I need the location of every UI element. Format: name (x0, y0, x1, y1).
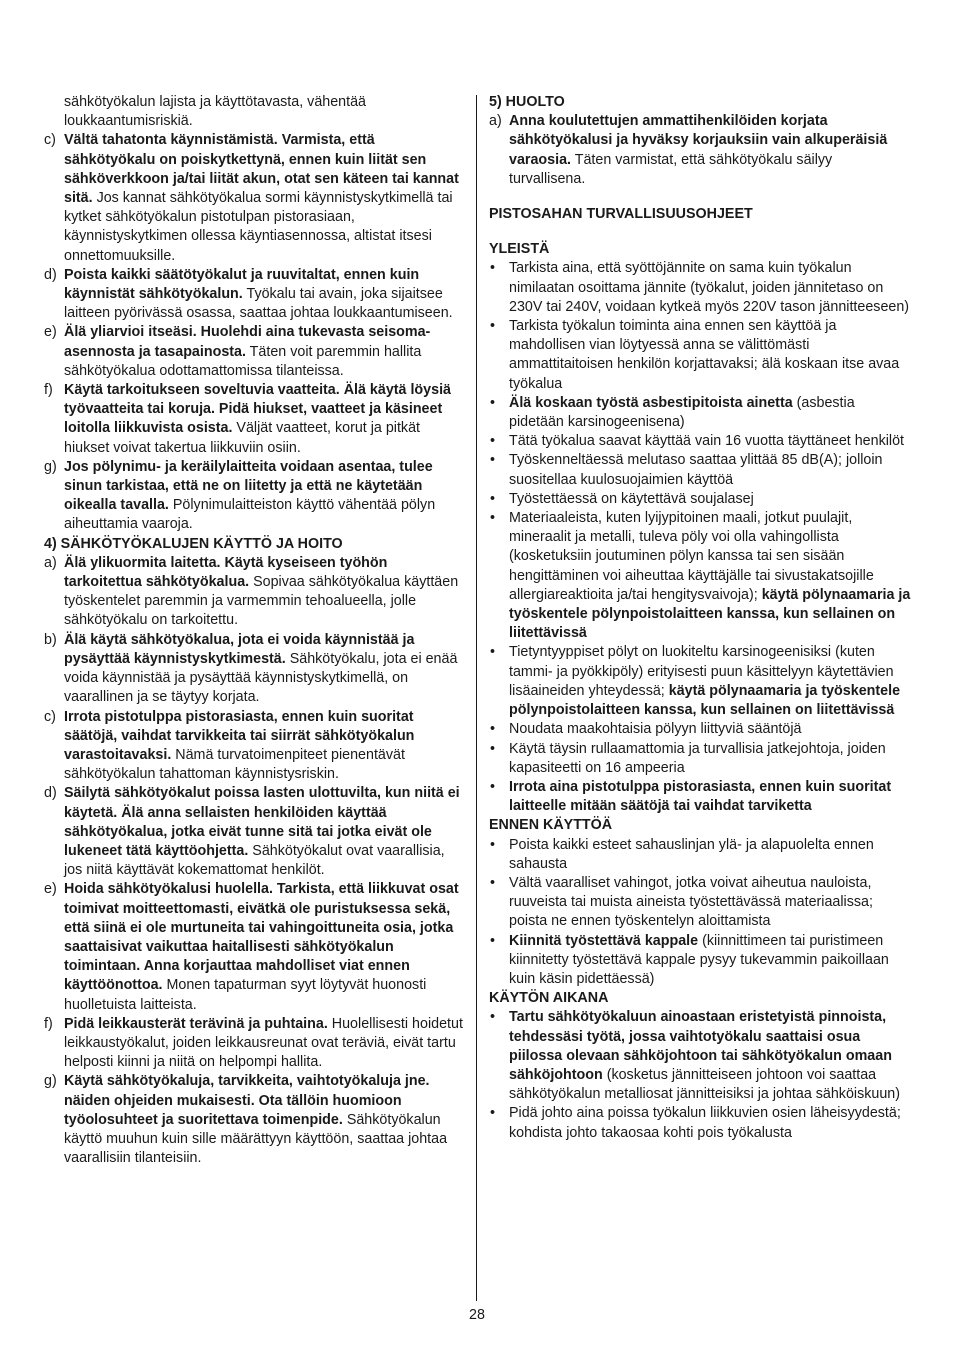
bullet-plain-text: Tarkista työkalun toiminta aina ennen sen käyttöä ja mahdollisen vian löytyessä anna se välittömästi ammattitaitoisen henkilön korjattavaksi; älä koskaan itse avaa työkalua (509, 318, 900, 392)
item-text (64, 266, 464, 324)
bullet-text (509, 1008, 911, 1104)
bullet-plain-text: (asbestia pidetään karsinogeenisena) (509, 394, 855, 431)
bullet-item (489, 643, 911, 720)
list-item (44, 554, 464, 631)
bullet-plain-text: Työskenneltäessä melutaso saattaa ylittää 85 dB(A); jolloin suositellaa kuulosuojaimien käyttöä (509, 452, 883, 488)
item-bold-text: Pidä leikkausterät terävinä ja puhtaina. (64, 1015, 328, 1032)
item-plain-text: Sähkötyökalu, jota ei enää voida käynnistää ja pysäyttää käynnistyskytkimellä, on vaarallinen ja se täytyy korjata. (64, 650, 458, 706)
list-item (44, 1015, 464, 1073)
bullet-text (509, 394, 911, 432)
item-text (64, 381, 464, 458)
bullet-plain-text: Työstettäessä on käytettävä soujalasej (509, 490, 754, 507)
column-divider (476, 95, 477, 1301)
item-text (64, 1072, 464, 1168)
bullet-text (509, 740, 911, 778)
bullet-icon: • (490, 1105, 496, 1122)
bullet-icon: • (490, 510, 496, 527)
bullet-text (509, 932, 911, 990)
bullet-item (489, 451, 911, 489)
item-plain-text: Monen tapaturman syyt löytyvät huonosti huolletuista laitteista. (64, 977, 427, 1013)
bullet-bold-text: Kiinnitä työstettävä kappale (509, 932, 699, 949)
bullet-item (489, 874, 911, 932)
bullet-icon: • (490, 260, 496, 277)
before-use-bullets (489, 836, 911, 990)
item-label: e) (44, 881, 57, 898)
bullet-icon: • (490, 452, 496, 469)
bullet-bold-text: Tartu sähkötyökaluun ainoastaan eristetyistä pinnoista, tehdessäsi työtä, jossa vaihtotyökalu saattaisi osua piilossa olevaan sähköjohtoon tai sähkötyökalun omaan sähköjohtoon (509, 1009, 892, 1083)
list-item (44, 131, 464, 265)
continued-paragraph: sähkötyökalun lajista ja käyttötavasta, vähentää loukkaantumisriskiä. (64, 94, 367, 130)
bullet-item (489, 432, 911, 451)
item-bold-text: Anna koulutettujen ammattihenkilöiden korjata sähkötyökalusi ja hyväksy korjauksiin vain alkuperäisiä varaosia. (509, 113, 888, 168)
item-text (64, 458, 464, 535)
bullet-item (489, 394, 911, 432)
bullet-icon: • (490, 318, 496, 335)
bullet-icon: • (490, 721, 496, 738)
bullet-item (489, 778, 911, 816)
item-text (64, 708, 464, 785)
item-plain-text: Täten voit paremmin hallita sähkötyökalua odottamattomissa tilanteissa. (64, 343, 422, 379)
item-bold-text: Käytä tarkoitukseen soveltuvia vaatteita. Älä käytä löysiä työvaatteita tai koruja. Pidä hiukset, vaatteet ja käsineet loitolla liikkuvista osista. (64, 382, 451, 437)
item-label: b) (44, 631, 57, 648)
left-list-3 (44, 131, 464, 534)
item-label: f) (44, 1015, 53, 1032)
bullet-item (489, 1104, 911, 1142)
item-bold-text: Hoida sähkötyökalusi huolella. Tarkista, että liikkuvat osat toimivat moitteettomasti, eivätkä ole puristuksessa sekä, että siinä ei ole murtuneita tai vahingoittuneita osia, jotka saattaisivat vaikuttaa haitallisesti sähkötyökalun toimintaan. Anna korjauttaa mahdolliset viat ennen käyttöönottoa. (64, 881, 459, 994)
during-use-heading: KÄYTÖN AIKANA (489, 990, 609, 1007)
bullet-text (509, 720, 911, 739)
item-bold-text: Älä ylikuormita laitetta. Käytä kyseiseen työhön tarkoitettua sähkötyökalua. (64, 554, 388, 591)
bullet-text (509, 432, 911, 451)
bullet-bold-text: Älä koskaan työstä asbestipitoista ainetta (509, 394, 793, 411)
bullet-icon: • (490, 433, 496, 450)
item-text (64, 131, 464, 265)
item-plain-text: Sopivaa sähkötyökalua käyttäen työskentelet paremmin ja varmemmin tehoalueella, jolle sähkötyökalu on tarkoitettu. (64, 574, 459, 629)
list-item (44, 458, 464, 535)
item-plain-text: Täten varmistat, että sähkötyökalu säilyy turvallisena. (509, 151, 833, 187)
item-bold-text: Vältä tahatonta käynnistämistä. Varmista, että sähkötyökalu on poiskytkettynä, ennen kuin liität sen sähköverkkoon ja/tai liität akun, otat sen käteen tai kannat sitä. (64, 132, 459, 207)
item-plain-text: Pölynimulaitteiston käyttö vähentää pölyn aiheuttamia vaaroja. (64, 497, 436, 533)
bullet-text (509, 317, 911, 394)
bullet-icon: • (490, 644, 496, 661)
bullet-icon: • (490, 778, 496, 795)
left-list-4 (44, 554, 464, 1169)
bullet-plain-text: (kiinnittimeen tai puristimeen kiinnitetty työstettävä kappale pysyy tukevammin paikoillaan kuin käsin pidettäessä) (509, 932, 889, 987)
list-item (44, 880, 464, 1014)
list-item (44, 631, 464, 708)
item-plain-text: Sähkötyökalun käyttö muuhun kuin sille määrättyyn käyttöön, saattaa johtaa vaarallisiin tilanteisiin. (64, 1111, 448, 1167)
item-label: a) (489, 113, 502, 130)
bullet-text (509, 643, 911, 720)
item-plain-text: Nämä turvatoimenpiteet pienentävät sähkötyökalun tahattoman käynnistysriskin. (64, 746, 405, 783)
right-list-5 (489, 112, 911, 189)
list-item (44, 1072, 464, 1168)
list-item (44, 708, 464, 785)
bullet-text (509, 451, 911, 489)
item-bold-text: Irrota pistotulppa pistorasiasta, ennen kuin suoritat säätöjä, vaihdat tarvikkeita tai siirrät sähkötyökalun varastoitavaksi. (64, 708, 415, 763)
bullet-item (489, 259, 911, 317)
right-column (489, 93, 911, 1143)
bullet-plain-text: Tietyntyyppiset pölyt on luokiteltu karsinogeenisiksi (kuten tammi- ja pyökkipöly) erityisesti puun käsittelyyn käytettävien lisäaineiden yhteydessä; (509, 644, 894, 699)
bullet-bold-text: käytä pölynaamaria ja työskentele pölynpoistolaitteen kanssa, kun sellainen on liitettävissä (509, 682, 901, 719)
bullet-plain-text: Poista kaikki esteet sahauslinjan ylä- ja alapuolelta ennen sahausta (509, 836, 874, 872)
item-plain-text: Huolellisesti hoidetut leikkaustyökalut, joiden leikkausreunat ovat teräviä, eivät tartu helposti kiinni ja niitä on helpompi hallita. (64, 1015, 463, 1071)
general-heading: YLEISTÄ (489, 241, 550, 258)
item-label: e) (44, 324, 57, 341)
bullet-icon: • (490, 490, 496, 507)
item-plain-text: Väljät vaatteet, korut ja pitkät hiukset voivat takertua liikkuviin osiin. (64, 420, 421, 456)
bullet-text (509, 490, 911, 509)
item-text (509, 112, 911, 189)
section-5-heading: 5) HUOLTO (489, 94, 565, 110)
bullet-text (509, 1104, 911, 1142)
bullet-text (509, 259, 911, 317)
item-bold-text: Älä käytä sähkötyökalua, jota ei voida käynnistää ja pysäyttää käynnistyskytkimestä. (64, 631, 415, 667)
list-item (44, 266, 464, 324)
bullet-icon: • (490, 394, 496, 411)
item-label: d) (44, 785, 57, 802)
before-use-heading: ENNEN KÄYTTÖÄ (489, 817, 613, 834)
bullet-icon: • (490, 874, 496, 891)
bullet-icon: • (490, 932, 496, 949)
item-bold-text: Säilytä sähkötyökalut poissa lasten ulottuvilta, kun niitä ei käytetä. Älä anna sellaisten henkilöiden käyttää sähkötyökalua, jotka eivät tunne sitä tai jotka eivät ole lukeneet tätä käyttöohjetta. (64, 785, 460, 859)
item-text (64, 880, 464, 1014)
bullet-item (489, 317, 911, 394)
list-item (44, 323, 464, 381)
bullet-item (489, 740, 911, 778)
item-label: g) (44, 1073, 57, 1090)
item-bold-text: Käytä sähkötyökaluja, tarvikkeita, vaihtotyökaluja jne. näiden ohjeiden mukaisesti. Ota tällöin huomioon työolosuhteet ja suoritettava toimenpide. (64, 1073, 430, 1128)
item-plain-text: Työkalu tai avain, joka sijaitsee laitteen pyörivässä osassa, saattaa johtaa loukkaantumiseen. (64, 286, 453, 322)
item-label: f) (44, 382, 53, 399)
bullet-plain-text: Vältä vaaralliset vahingot, jotka voivat aiheutua nauloista, ruuveista tai muista aineista työstettävässä materiaalissa; poista ne ennen työskentelyn aloittamista (509, 874, 873, 930)
item-label: g) (44, 458, 57, 475)
bullet-bold-text: Irrota aina pistotulppa pistorasiasta, ennen kuin suoritat laitteelle mitään säätöjä tai vaihdat tarviketta (509, 778, 892, 815)
bullet-plain-text: Käytä täysin rullaamattomia ja turvallisia jatkejohtoja, joiden kapasiteetti on 16 ampeeria (509, 740, 886, 776)
item-bold-text: Poista kaikki säätötyökalut ja ruuvitaltat, ennen kuin käynnistät sähkötyökalun. (64, 266, 420, 303)
bullet-icon: • (490, 1009, 496, 1026)
bullet-item (489, 932, 911, 990)
item-label: c) (44, 708, 56, 725)
bullet-item (489, 720, 911, 739)
list-item (44, 381, 464, 458)
bullet-item (489, 509, 911, 643)
item-bold-text: Jos pölynimu- ja keräilylaitteita voidaan asentaa, tulee sinun tarkistaa, että ne on liitetty ja että ne käytetään oikealla tavalla. (64, 458, 433, 514)
list-item (489, 112, 911, 189)
item-plain-text: Sähkötyökalut ovat vaarallisia, jos niitä käyttävät kokemattomat henkilöt. (64, 842, 445, 879)
general-bullets (489, 259, 911, 816)
left-column (44, 93, 464, 1168)
bullet-bold-text: käytä pölynaamaria ja työskentele pölynpoistolaitteen kanssa, kun sellainen on liitettävissä (509, 586, 911, 642)
item-label: c) (44, 132, 56, 149)
bullet-plain-text: Tätä työkalua saavat käyttää vain 16 vuotta täyttäneet henkilöt (509, 433, 905, 450)
item-text (64, 1015, 464, 1073)
bullet-text (509, 874, 911, 932)
list-item (44, 784, 464, 880)
bullet-plain-text: Materiaaleista, kuten lyijypitoinen maali, jotkut puulajit, mineraalit ja metalli, tuleva pöly voi olla vahingollista (kosketuksiin joutuminen pölyn kanssa tai sen sisään hengittäminen voi aiheuttaa käyttäjälle tai sivustakatsojille allergiareaktioita ja/tai hengitysvaivoja); (509, 510, 874, 603)
item-text (64, 554, 464, 631)
item-plain-text: Jos kannat sähkötyökalua sormi käynnistyskytkimellä tai kytket sähkötyökalun pistotulpan pistorasiaan, käynnistyskytkimen ollessa käyntiasennossa, altistat itsesi onnettomuuksille. (64, 190, 453, 264)
item-label: a) (44, 554, 57, 571)
bullet-text (509, 778, 911, 816)
bullet-plain-text: Pidä johto aina poissa työkalun liikkuvien osien läheisyydestä; kohdista johto takaosaa kohti pois työkalusta (509, 1105, 901, 1141)
item-text (64, 784, 464, 880)
section-4-heading: 4) SÄHKÖTYÖKALUJEN KÄYTTÖ JA HOITO (44, 535, 343, 552)
bullet-icon: • (490, 836, 496, 853)
bullet-item (489, 836, 911, 874)
item-text (64, 631, 464, 708)
during-use-bullets (489, 1008, 911, 1142)
item-text (64, 323, 464, 381)
item-label: d) (44, 266, 57, 283)
jigsaw-safety-title: PISTOSAHAN TURVALLISUUSOHJEET (489, 206, 753, 223)
bullet-text (509, 836, 911, 874)
page-number: 28 (469, 1307, 485, 1323)
bullet-plain-text: (kosketus jännitteiseen johtoon voi saattaa sähkötyökalun metalliosat jännitteisiksi ja johtaa sähköiskuun) (509, 1066, 900, 1103)
bullet-plain-text: Tarkista aina, että syöttöjännite on sama kuin työkalun nimilaatan osoittama jännite (työkalut, joiden jännitetaso on 230V tai 240V, voidaan kytkeä myös 220V tason jännitteeseen) (509, 260, 910, 315)
item-bold-text: Älä yliarvioi itseäsi. Huolehdi aina tukevasta seisoma-asennosta ja tasapainosta. (64, 324, 431, 360)
bullet-icon: • (490, 740, 496, 757)
bullet-item (489, 490, 911, 509)
bullet-item (489, 1008, 911, 1104)
bullet-text (509, 509, 911, 643)
bullet-plain-text: Noudata maakohtaisia pölyyn liittyviä sääntöjä (509, 721, 802, 738)
